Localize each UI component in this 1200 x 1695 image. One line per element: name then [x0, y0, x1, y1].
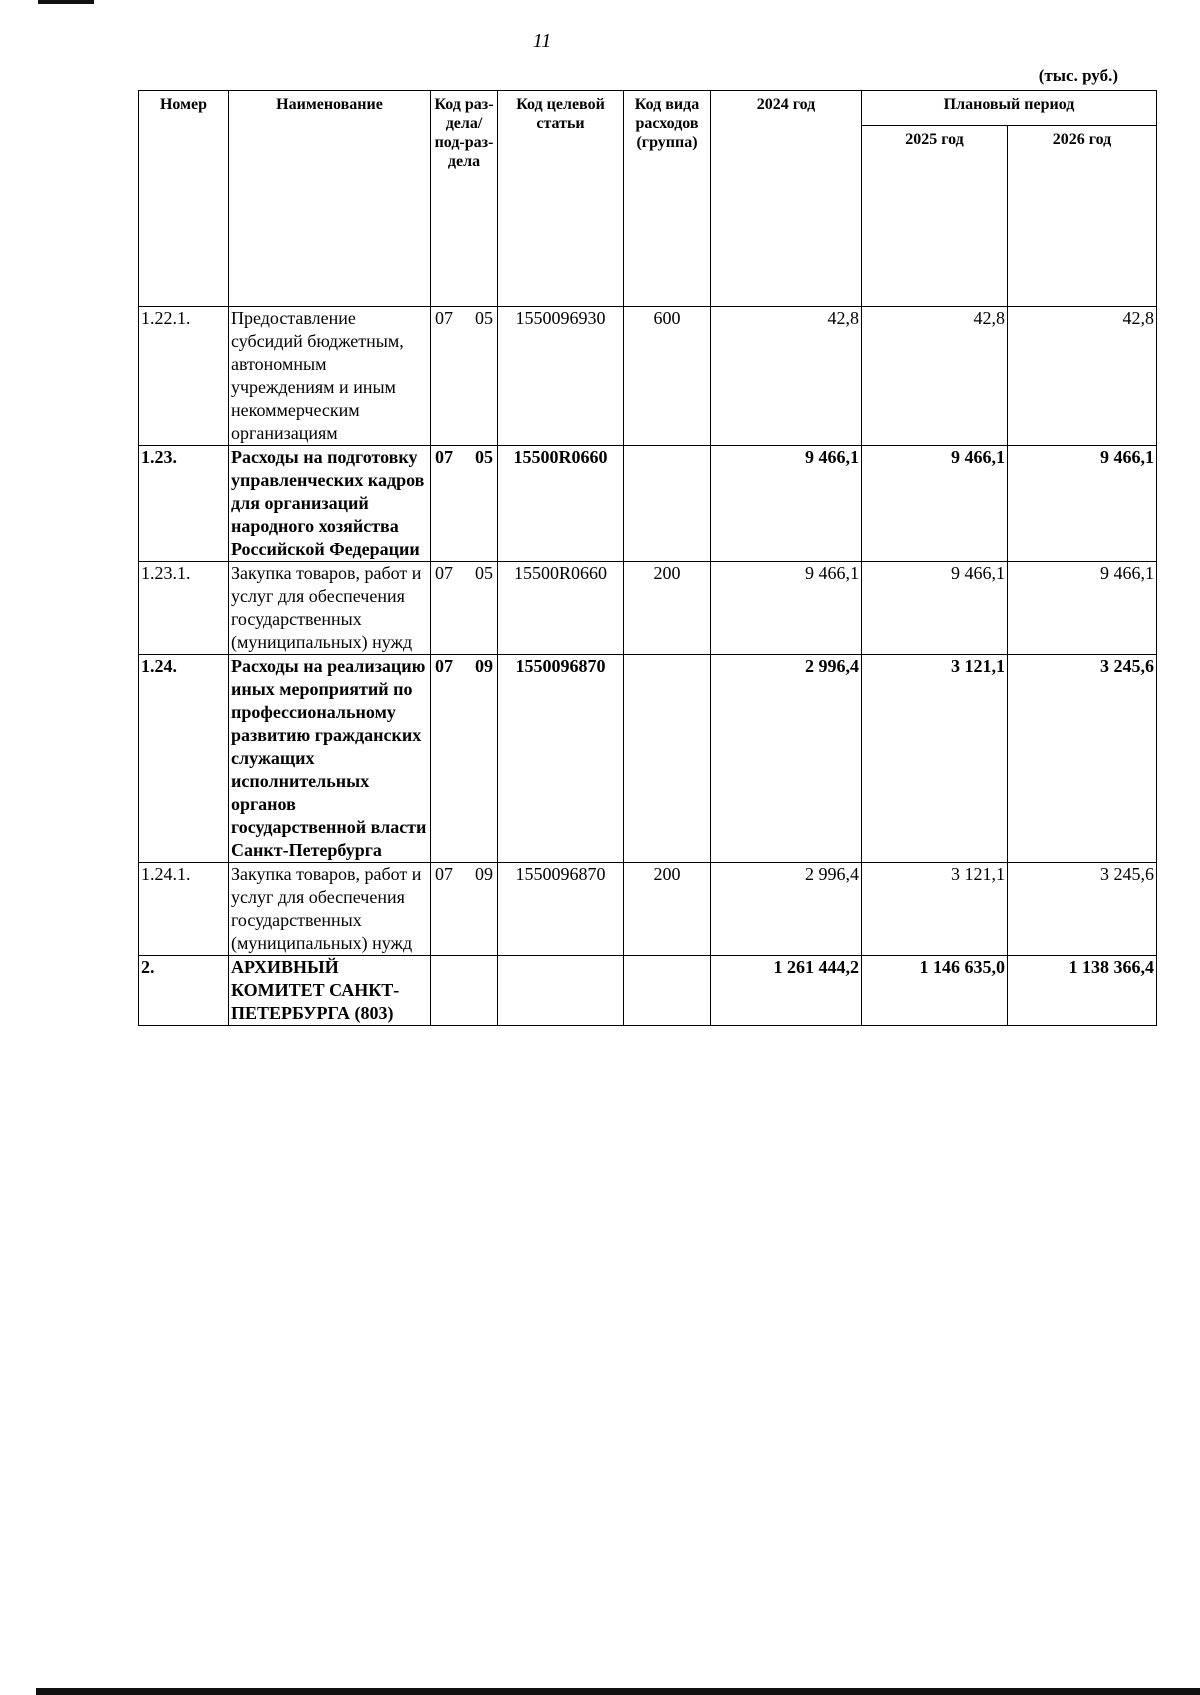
row-target-code: 15500R0660 — [498, 446, 624, 562]
row-section-code — [431, 956, 498, 1026]
header-planned-period: Плановый период — [862, 91, 1157, 126]
row-2024: 1 261 444,2 — [711, 956, 862, 1026]
row-2025: 1 146 635,0 — [862, 956, 1008, 1026]
row-2024: 9 466,1 — [711, 446, 862, 562]
row-2024: 2 996,4 — [711, 863, 862, 956]
row-number: 1.22.1. — [139, 307, 229, 446]
row-subsection: 09 — [475, 656, 493, 676]
row-2026: 42,8 — [1008, 307, 1157, 446]
row-2024: 9 466,1 — [711, 562, 862, 655]
table-row — [139, 307, 1157, 446]
row-2025: 9 466,1 — [862, 562, 1008, 655]
row-2025: 42,8 — [862, 307, 1008, 446]
row-number: 1.24.1. — [139, 863, 229, 956]
row-2026: 1 138 366,4 — [1008, 956, 1157, 1026]
row-expense-type — [624, 655, 711, 863]
row-section: 07 — [435, 308, 453, 328]
header-target-code: Код целевой статьи — [498, 91, 624, 307]
row-target-code — [498, 956, 624, 1026]
row-section-code — [431, 863, 498, 956]
row-2026: 3 245,6 — [1008, 863, 1157, 956]
budget-table — [138, 90, 1157, 1026]
row-target-code: 1550096870 — [498, 655, 624, 863]
row-section: 07 — [435, 563, 453, 583]
table-row — [139, 446, 1157, 562]
table-row — [139, 956, 1157, 1026]
row-number: 1.23.1. — [139, 562, 229, 655]
header-2025: 2025 год — [862, 126, 1008, 307]
row-subsection: 09 — [475, 864, 493, 884]
row-subsection: 05 — [475, 563, 493, 583]
row-2024: 42,8 — [711, 307, 862, 446]
scan-artifact-bottom — [36, 1688, 1200, 1695]
units-label: (тыс. руб.) — [1038, 66, 1118, 85]
row-section-code — [431, 307, 498, 446]
row-target-code: 1550096870 — [498, 863, 624, 956]
row-section-code — [431, 562, 498, 655]
row-2025: 3 121,1 — [862, 863, 1008, 956]
row-2026: 9 466,1 — [1008, 562, 1157, 655]
table-row — [139, 863, 1157, 956]
row-expense-type: 200 — [624, 863, 711, 956]
page-number: 11 — [532, 30, 552, 52]
table-row — [139, 655, 1157, 863]
header-name: Наименование — [229, 91, 431, 307]
row-section: 07 — [435, 864, 453, 884]
row-number: 1.23. — [139, 446, 229, 562]
header-expense-type: Код вида расходов (группа) — [624, 91, 711, 307]
header-number: Номер — [139, 91, 229, 307]
row-section-code — [431, 446, 498, 562]
row-name: Закупка товаров, работ и услуг для обеспечения государственных (муниципальных) нужд — [229, 562, 431, 655]
row-target-code: 15500R0660 — [498, 562, 624, 655]
row-subsection: 05 — [475, 447, 493, 467]
row-name: Расходы на реализацию иных мероприятий по профессиональному развитию гражданских служащих исполнительных органов государственной власти Санкт-Петербурга — [229, 655, 431, 863]
row-section: 07 — [435, 447, 453, 467]
row-2026: 3 245,6 — [1008, 655, 1157, 863]
row-2025: 9 466,1 — [862, 446, 1008, 562]
row-expense-type — [624, 956, 711, 1026]
row-subsection: 05 — [475, 308, 493, 328]
row-expense-type: 200 — [624, 562, 711, 655]
scan-artifact-top — [38, 0, 94, 4]
row-number: 1.24. — [139, 655, 229, 863]
row-name: Расходы на подготовку управленческих кадров для организаций народного хозяйства Российской Федерации — [229, 446, 431, 562]
row-expense-type — [624, 446, 711, 562]
row-target-code: 1550096930 — [498, 307, 624, 446]
header-section-code: Код раз-дела/ под-раз-дела — [431, 91, 498, 307]
header-2024: 2024 год — [711, 91, 862, 307]
row-name: Закупка товаров, работ и услуг для обеспечения государственных (муниципальных) нужд — [229, 863, 431, 956]
row-section: 07 — [435, 656, 453, 676]
row-2024: 2 996,4 — [711, 655, 862, 863]
row-2025: 3 121,1 — [862, 655, 1008, 863]
table-row — [139, 562, 1157, 655]
row-2026: 9 466,1 — [1008, 446, 1157, 562]
budget-table-body — [139, 307, 1157, 1026]
row-name: Предоставление субсидий бюджетным, автономным учреждениям и иным некоммерческим организациям — [229, 307, 431, 446]
row-name: АРХИВНЫЙ КОМИТЕТ САНКТ-ПЕТЕРБУРГА (803) — [229, 956, 431, 1026]
row-expense-type: 600 — [624, 307, 711, 446]
row-number: 2. — [139, 956, 229, 1026]
row-section-code — [431, 655, 498, 863]
header-2026: 2026 год — [1008, 126, 1157, 307]
